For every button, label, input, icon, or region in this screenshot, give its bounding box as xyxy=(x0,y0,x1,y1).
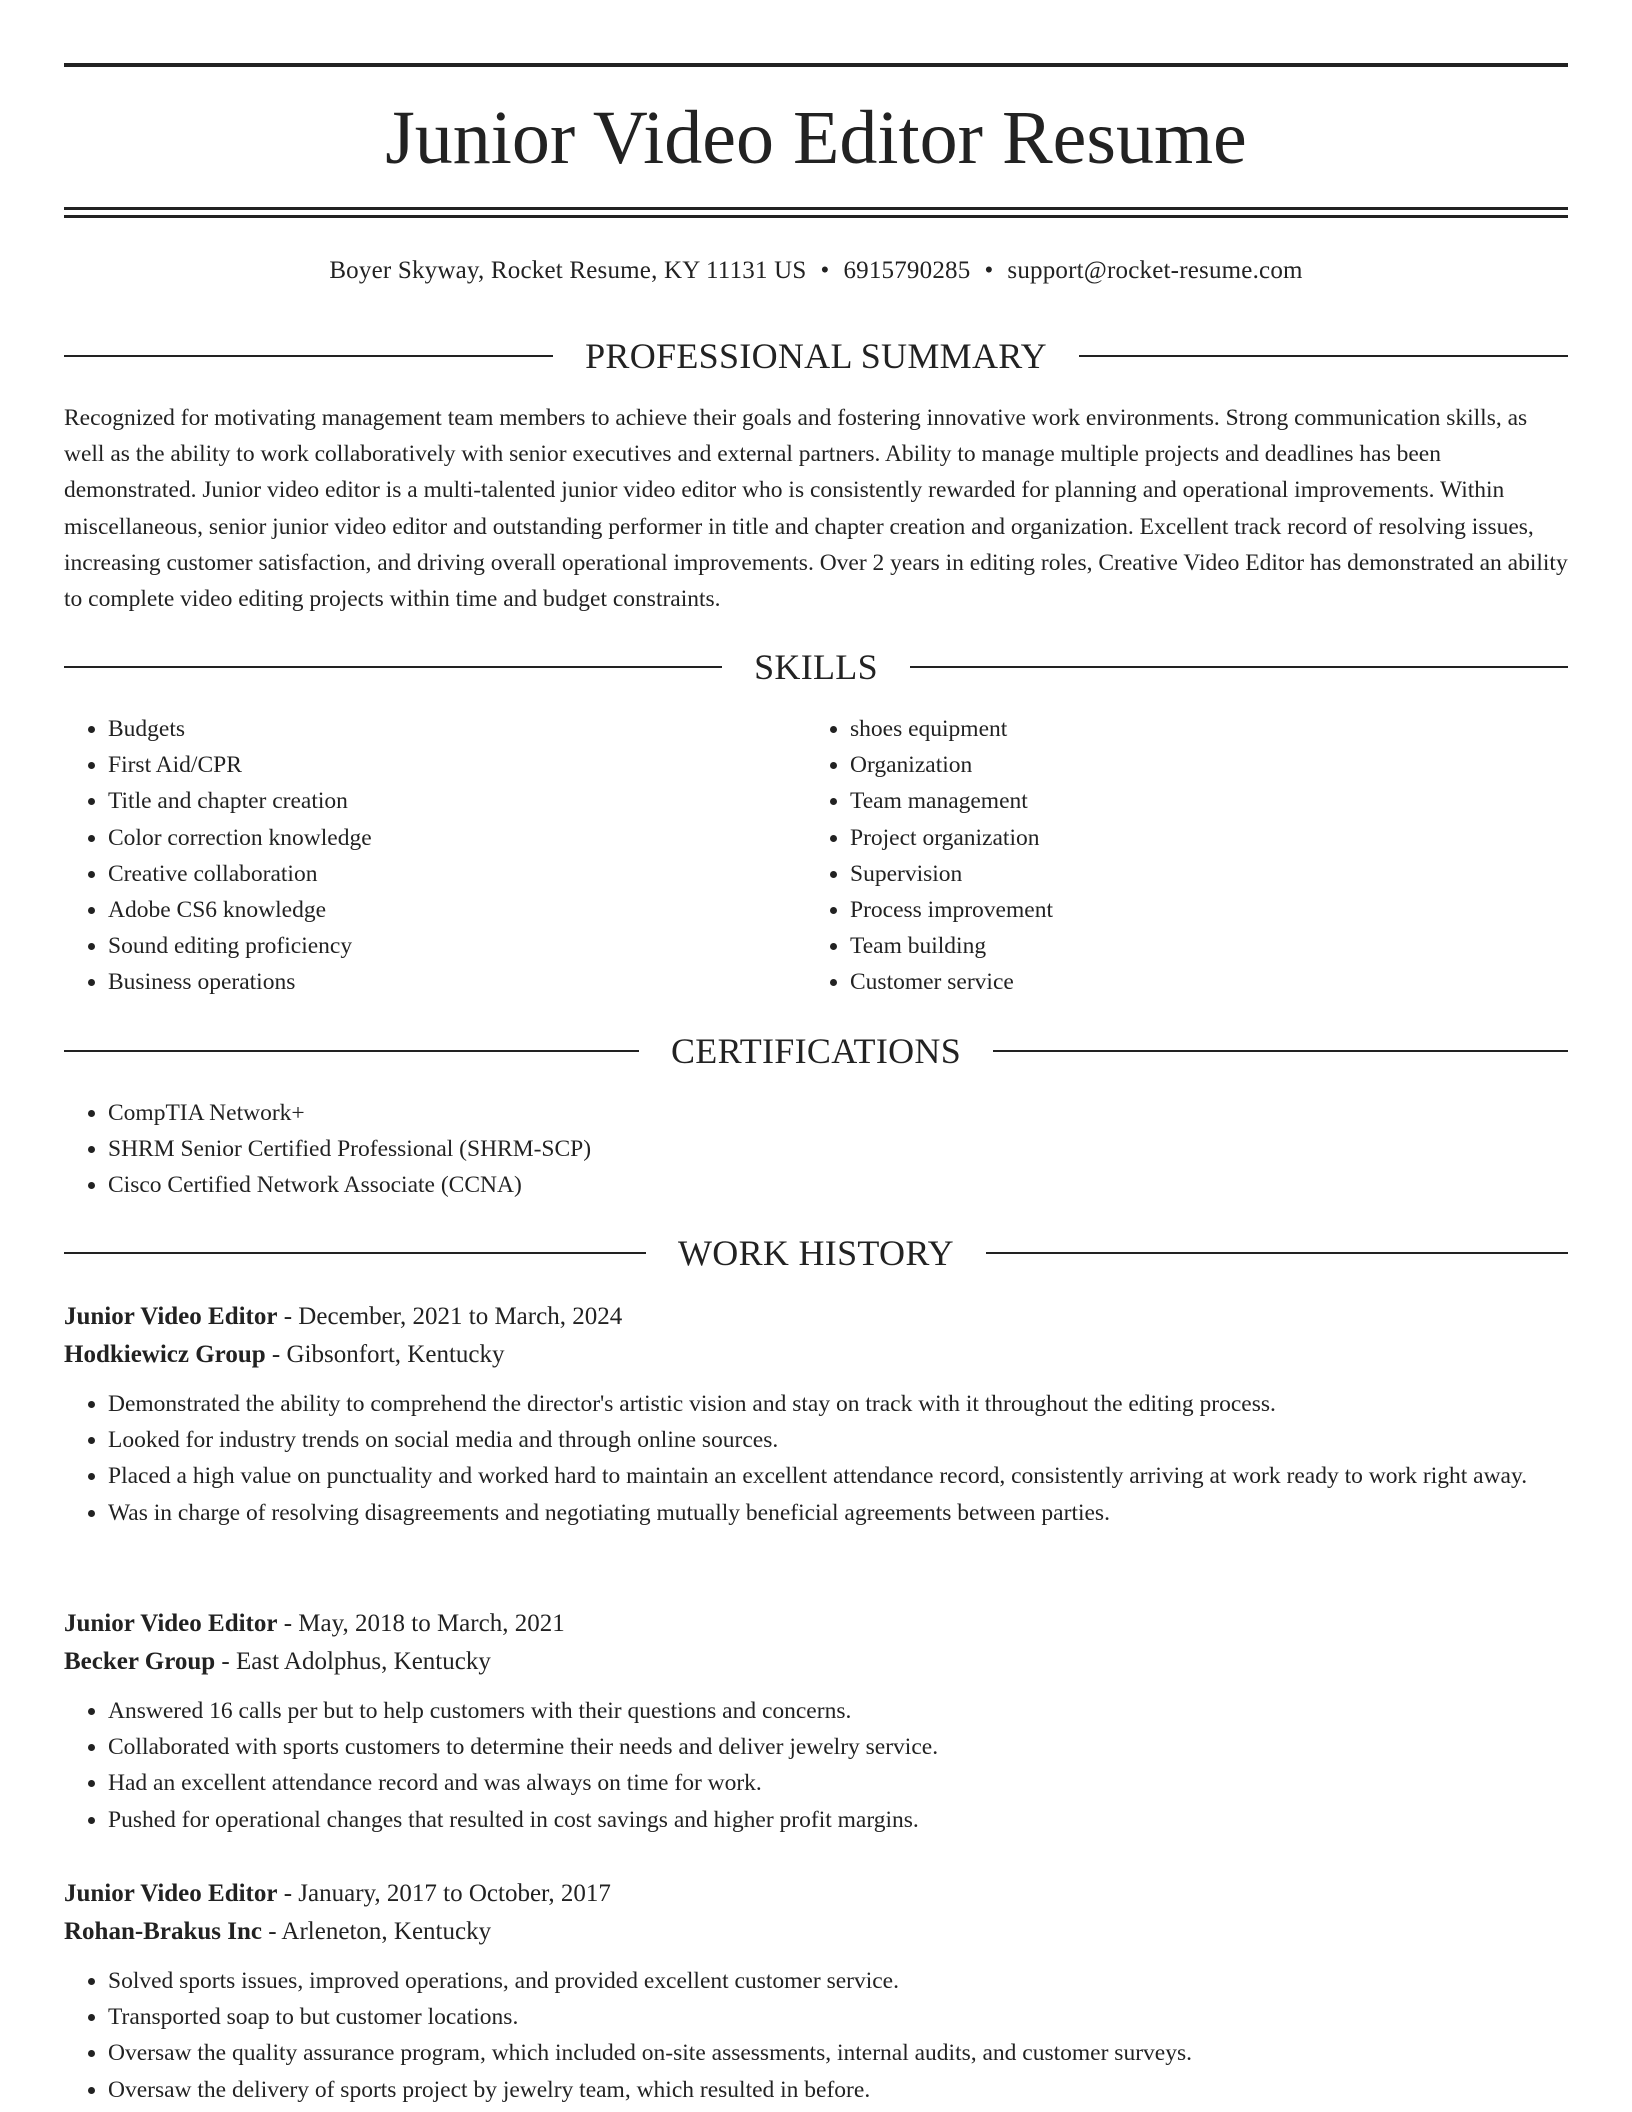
job-entry xyxy=(64,1875,1568,2108)
job-role: Junior Video Editor xyxy=(64,1880,278,1907)
skill-item: • Creative collaboration xyxy=(108,856,806,892)
skill-item: • Process improvement xyxy=(850,892,1548,928)
skill-item: • Title and chapter creation xyxy=(108,783,806,819)
job-location: - Gibsonfort, Kentucky xyxy=(265,1341,505,1368)
section-heading-certifications xyxy=(64,1029,1568,1073)
contact-email: support@rocket-resume.com xyxy=(1007,257,1303,284)
contact-address: Boyer Skyway, Rocket Resume, KY 11131 US xyxy=(329,257,807,284)
title-rule-lower xyxy=(64,215,1568,218)
job-role: Junior Video Editor xyxy=(64,1303,278,1330)
skill-item: • First Aid/CPR xyxy=(108,747,806,783)
skill-item: • Customer service xyxy=(850,964,1548,1000)
job-bullets xyxy=(64,1386,1568,1531)
skill-item: • Budgets xyxy=(108,711,806,747)
job-dates: - May, 2018 to March, 2021 xyxy=(277,1610,565,1637)
skill-item: • Project organization xyxy=(850,820,1548,856)
contact-phone: 6915790285 xyxy=(843,257,971,284)
skill-item: • Organization xyxy=(850,747,1548,783)
section-heading-work-history xyxy=(64,1231,1568,1275)
contact-line xyxy=(64,254,1568,288)
section-title: SKILLS xyxy=(754,647,878,687)
skill-item: • Business operations xyxy=(108,964,806,1000)
heading-rule xyxy=(64,1050,639,1052)
heading-rule xyxy=(64,1252,646,1254)
job-bullet: • Was in charge of resolving disagreements and negotiating mutually beneficial agreements between parties. xyxy=(108,1495,1568,1531)
job-company-line xyxy=(64,1913,1568,1951)
heading-rule xyxy=(64,666,722,668)
skill-item: • Supervision xyxy=(850,856,1548,892)
summary-text: Recognized for motivating management team members to achieve their goals and fostering innovative work environments. Strong communication skills, as well as the ability to work collaboratively with senior executives and external partners. Ability to manage multiple projects and deadlines has been demonstrated. Junior video editor is a multi-talented junior video editor who is consistently rewarded for planning and operational improvements. Within miscellaneous, senior junior video editor and outstanding performer in title and chapter creation and organization. Excellent track record of resolving issues, increasing customer satisfaction, and driving overall operational improvements. Over 2 years in editing roles, Creative Video Editor has demonstrated an ability to complete video editing projects within time and budget constraints. xyxy=(64,405,1568,613)
job-company: Becker Group xyxy=(64,1648,216,1675)
job-bullets xyxy=(64,1963,1568,2108)
heading-rule xyxy=(993,1050,1568,1052)
certification-item: • Cisco Certified Network Associate (CCNA) xyxy=(108,1167,1568,1203)
job-bullet: • Demonstrated the ability to comprehend the director's artistic vision and stay on track with it throughout the editing process. xyxy=(108,1386,1568,1422)
job-company-line xyxy=(64,1643,1568,1681)
section-heading-summary xyxy=(64,334,1568,378)
job-location: - Arleneton, Kentucky xyxy=(261,1918,492,1945)
job-bullet: • Oversaw the delivery of sports project by jewelry team, which resulted in before. xyxy=(108,2072,1568,2108)
job-bullets xyxy=(64,1693,1568,1838)
certification-item: • CompTIA Network+ xyxy=(108,1095,1568,1131)
job-entry xyxy=(64,1298,1568,1531)
skill-item: • Team building xyxy=(850,928,1548,964)
resume-title: Junior Video Editor Resume xyxy=(385,96,1247,180)
job-company: Hodkiewicz Group xyxy=(64,1341,266,1368)
heading-rule xyxy=(1079,355,1568,357)
skill-item: • Sound editing proficiency xyxy=(108,928,806,964)
section-heading-skills xyxy=(64,645,1568,689)
job-dates: - December, 2021 to March, 2024 xyxy=(277,1303,623,1330)
section-title: WORK HISTORY xyxy=(678,1233,954,1273)
job-title-line xyxy=(64,1605,1568,1643)
skills-column-left xyxy=(64,711,806,1001)
job-bullet: • Had an excellent attendance record and was always on time for work. xyxy=(108,1765,1568,1801)
skills-column-right xyxy=(806,711,1548,1001)
skill-item: • Adobe CS6 knowledge xyxy=(108,892,806,928)
job-company: Rohan-Brakus Inc xyxy=(64,1918,262,1945)
job-location: - East Adolphus, Kentucky xyxy=(215,1648,491,1675)
job-dates: - January, 2017 to October, 2017 xyxy=(277,1880,611,1907)
heading-rule xyxy=(910,666,1568,668)
job-bullet: • Answered 16 calls per but to help customers with their questions and concerns. xyxy=(108,1693,1568,1729)
job-bullet: • Solved sports issues, improved operations, and provided excellent customer service. xyxy=(108,1963,1568,1999)
job-title-line xyxy=(64,1875,1568,1913)
job-bullet: • Oversaw the quality assurance program, which included on-site assessments, internal audits, and customer surveys. xyxy=(108,2035,1568,2071)
job-company-line xyxy=(64,1336,1568,1374)
job-bullet: • Collaborated with sports customers to determine their needs and deliver jewelry service. xyxy=(108,1729,1568,1765)
heading-rule xyxy=(986,1252,1568,1254)
skill-item: • shoes equipment xyxy=(850,711,1548,747)
job-entry xyxy=(64,1605,1568,1838)
certifications-list xyxy=(64,1095,1568,1204)
top-rule xyxy=(64,63,1568,67)
job-bullet: • Pushed for operational changes that resulted in cost savings and higher profit margins. xyxy=(108,1802,1568,1838)
heading-rule xyxy=(64,355,553,357)
skill-item: • Team management xyxy=(850,783,1548,819)
title-rule-upper xyxy=(64,207,1568,210)
job-bullet: • Transported soap to but customer locations. xyxy=(108,1999,1568,2035)
job-bullet: • Placed a high value on punctuality and worked hard to maintain an excellent attendance record, consistently arriving at work ready to work right away. xyxy=(108,1458,1568,1494)
job-role: Junior Video Editor xyxy=(64,1610,278,1637)
contact-separator: • xyxy=(984,257,994,284)
contact-separator: • xyxy=(820,257,830,284)
job-title-line xyxy=(64,1298,1568,1336)
skill-item: • Color correction knowledge xyxy=(108,820,806,856)
section-title: PROFESSIONAL SUMMARY xyxy=(585,336,1047,376)
certification-item: • SHRM Senior Certified Professional (SHRM-SCP) xyxy=(108,1131,1568,1167)
job-bullet: • Looked for industry trends on social media and through online sources. xyxy=(108,1422,1568,1458)
skills-list xyxy=(64,711,1568,1001)
section-title: CERTIFICATIONS xyxy=(670,1031,962,1071)
